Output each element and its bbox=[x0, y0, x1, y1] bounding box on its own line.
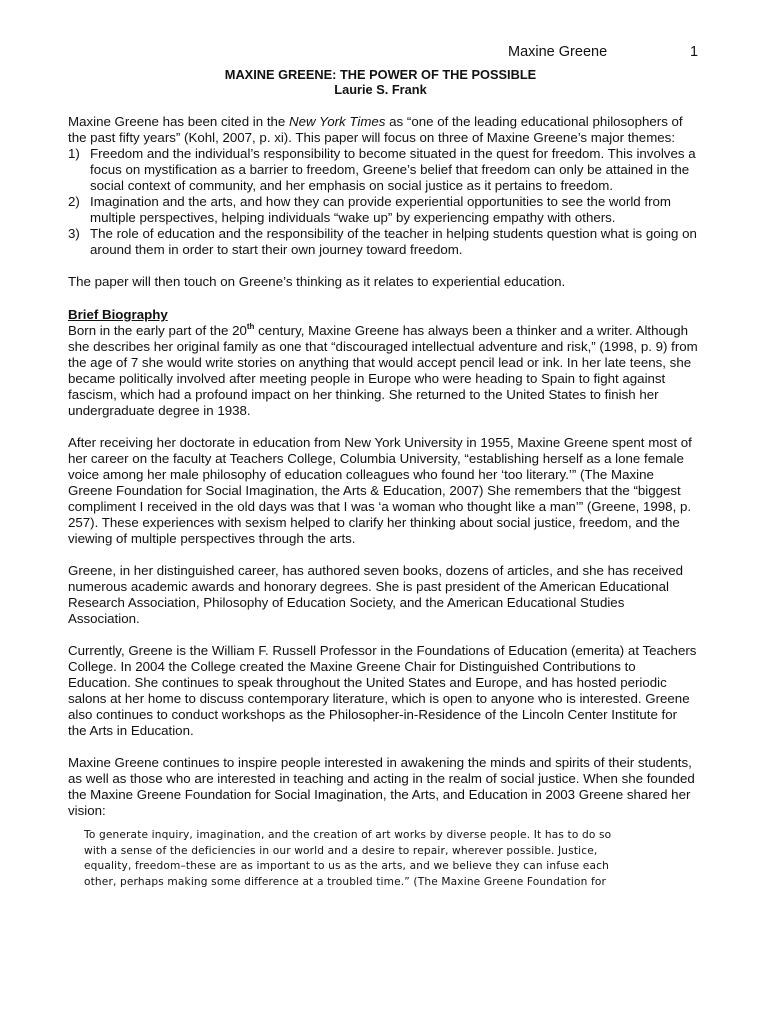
running-header bbox=[0, 44, 768, 62]
intro-paragraph: Maxine Greene has been cited in the New York Times as “one of the leading educational philosophers of the past fifty years” (Kohl, 2007, p. xi). This paper will focus on three of Maxine Greene’s major themes: bbox=[68, 114, 683, 145]
theme-item: 2) Imagination and the arts, and how they can provide experiential opportunities to see the world from multiple perspectives, helping individuals “wake up” by experiencing empathy with others. bbox=[68, 194, 671, 225]
themes-list bbox=[68, 146, 698, 258]
biography-paragraph-1: Born in the early part of the 20th century, Maxine Greene has always been a thinker and a writer. Although she describes her original family as one that “discouraged intellectual adventure and risk,” (1998, p. 9) from the age of 7 she would write stories on anything that would accept pencil lead or ink. In her late teens, she became politically involved after meeting people in Europe who were heading to Spain to fight against fascism, which had a profound impact on her thinking. She returned to the United States to finish her undergraduate degree in 1938. bbox=[68, 322, 698, 418]
page-number: 1 bbox=[690, 44, 699, 60]
running-head-author: Maxine Greene bbox=[508, 44, 608, 60]
newspaper-name: New York Times bbox=[289, 114, 386, 129]
biography-paragraph-4: Currently, Greene is the William F. Russell Professor in the Foundations of Education (emerita) at Teachers College. In 2004 the College created the Maxine Greene Chair for Distinguished Contributions to Education. She continues to speak throughout the United States and Europe, and has hosted periodic salons at her home to discuss contemporary literature, which is open to anyone who is interested. Greene also continues to conduct workshops as the Philosopher-in-Residence of the Lincoln Center Institute for the Arts in Education. bbox=[68, 643, 697, 738]
biography-paragraph-3: Greene, in her distinguished career, has authored seven books, dozens of articles, and she has received numerous academic awards and honorary degrees. She is past president of the American Educational Research Association, Philosophy of Education Society, and the American Educational Studies Association. bbox=[68, 563, 683, 626]
section-heading-biography: Brief Biography bbox=[68, 307, 168, 322]
paper-author: Laurie S. Frank bbox=[334, 82, 427, 97]
theme-item: 3) The role of education and the responsibility of the teacher in helping students question what is going on around them in order to start their own journey toward freedom. bbox=[68, 226, 697, 257]
theme-item: 1) Freedom and the individual’s responsibility to become situated in the quest for freedom. This involves a focus on mystification as a barrier to freedom, Greene’s belief that freedom can only be attained in the social context of community, and her emphasis on social justice as it pertains to freedom. bbox=[68, 146, 696, 193]
closing-intro-paragraph: The paper will then touch on Greene’s thinking as it relates to experiential education. bbox=[68, 274, 566, 289]
block-quote: To generate inquiry, imagination, and the creation of art works by diverse people. It has to do so with a sense of the deficiencies in our world and a desire to repair, wherever possible. Justice, equality, freedom–these are as important to us as the arts, and we believe they can infuse each other, perhaps making some difference at a troubled time.” (The Maxine Greene Foundation for bbox=[84, 829, 612, 889]
biography-paragraph-2: After receiving her doctorate in education from New York University in 1955, Maxine Greene spent most of her career on the faculty at Teachers College, Columbia University, “establishing herself as a lone female voice among her male philosophy of education colleagues who found her ‘too literary.’” (The Maxine Greene Foundation for Social Imagination, the Arts & Education, 2007) She remembers that the “biggest compliment I received in the old days was that I was ‘a woman who thought like a man’” (Greene, 1998, p. 257). These experiences with sexism helped to clarify her thinking about social justice, freedom, and the viewing of multiple perspectives through the arts. bbox=[68, 435, 692, 546]
paper-title: MAXINE GREENE: THE POWER OF THE POSSIBLE bbox=[224, 67, 537, 82]
biography-paragraph-5: Maxine Greene continues to inspire people interested in awakening the minds and spirits of their students, as well as those who are interested in teaching and acting in the realm of social justice. When she founded the Maxine Greene Foundation for Social Imagination, the Arts, and Education in 2003 Greene shared her vision: bbox=[68, 755, 695, 818]
paper-body bbox=[68, 67, 698, 891]
title-block bbox=[63, 67, 698, 97]
